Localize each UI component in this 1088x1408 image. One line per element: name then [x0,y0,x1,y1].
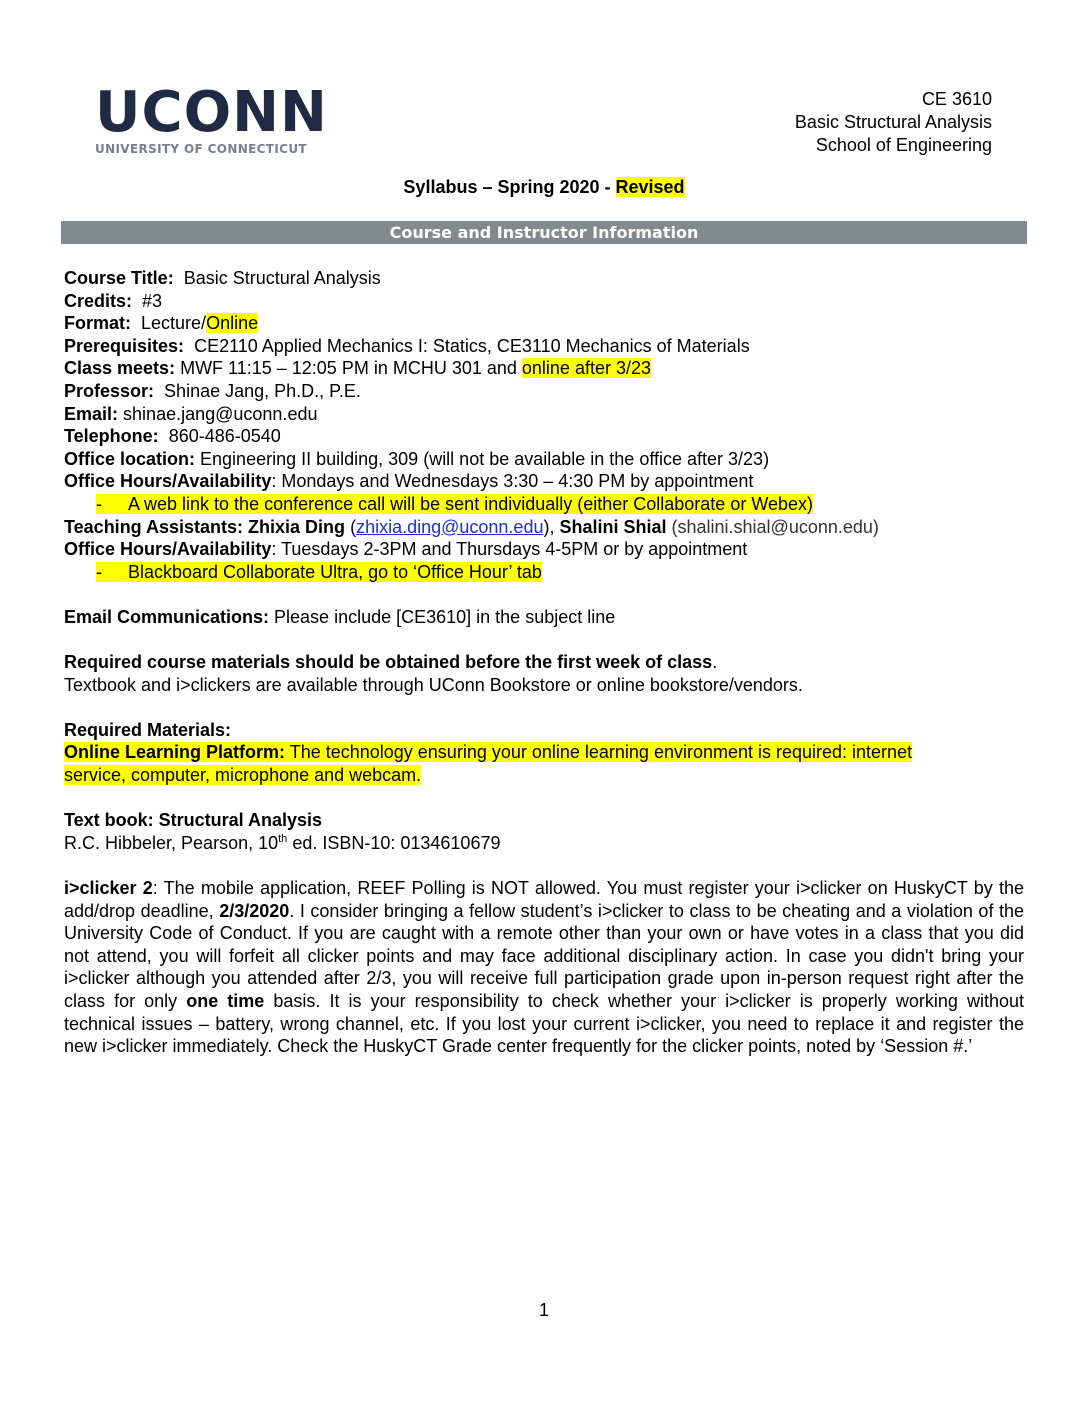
email-communications [64,606,1024,629]
ta2-email: (shalini.shial@uconn.edu) [666,516,879,537]
iclicker-paragraph [64,877,1024,1058]
value-highlight: online after 3/23 [521,358,651,379]
ta-office-hours-bullet [64,561,1024,584]
text-3: basis. It is your responsibility to check whether your i>clicker is properly working without technical issues – battery, wrong channel, etc. If you lost your current i>clicker, you need to replace it and register the new i>clicker immediately. Check the HuskyCT Grade center frequently for the clicker points, noted by ‘Session #.’ [64,991,1024,1057]
office-hours-bullet [64,493,1024,516]
bullet-text: Blackboard Collaborate Ultra, go to ‘Office Hour’ tab [128,561,542,582]
required-materials-heading [64,719,1024,742]
paren-open: ( [345,516,357,537]
label: Office Hours/Availability [64,539,272,560]
format-row [64,312,1024,335]
value: CE2110 Applied Mechanics I: Statics, CE3110 Mechanics of Materials [194,335,750,356]
label: Prerequisites: [64,335,185,356]
note-bold: Required course materials should be obtained before the first week of class [64,652,713,673]
uconn-logo [95,80,328,156]
materials-note-text: Textbook and i>clickers are available through UConn Bookstore or online bookstore/vendors. [64,674,803,695]
text-2: . I consider bringing a fellow student’s i>clicker to class to be cheating and a violation of the University Code of Conduct. If you are caught with a remote other than your own or have votes in a class that you did not attend, you will forfeit all clicker points and may face additional disciplinary action. In case you didn't bring your i>clicker although you attended after 2/3, you will receive full participation grade upon in-person request right after the class for only [64,900,1025,1011]
textbook-citation [64,832,1024,855]
label: Course Title: [64,268,174,288]
dash-bullet: - [96,493,102,514]
text: service, computer, microphone and webcam. [64,765,422,786]
value: : Mondays and Wednesdays 3:30 – 4:30 PM by appointment [271,471,754,492]
label: i>clicker 2 [64,878,153,899]
ta-office-hours-row [64,538,1024,561]
syllabus-body [64,267,1024,1058]
value: #3 [142,290,163,311]
telephone-row [64,425,1024,448]
school-name: School of Engineering [815,135,992,155]
value: MWF 11:15 – 12:05 PM in MCHU 301 and [180,358,522,379]
professor-row [64,380,1024,403]
page-number: 1 [538,1300,549,1320]
value: Engineering II building, 309 (will not be available in the office after 3/23) [200,448,770,469]
deadline: 2/3/2020 [219,900,290,921]
label: Credits: [64,290,133,311]
label: Email: [64,403,119,424]
class-meets-row [64,357,1024,380]
text: The technology ensuring your online learning environment is required: internet [285,742,913,763]
value: Please include [CE3610] in the subject line [269,606,616,627]
label: Format: [64,313,131,334]
value: : Tuesdays 2-3PM and Thursdays 4-5PM or by appointment [271,539,748,560]
office-hours-row [64,470,1024,493]
bullet-highlight [96,494,813,514]
label: Email Communications: [64,606,270,627]
online-platform-line-2 [64,764,1024,787]
separator: ), [543,516,560,537]
title-main: Syllabus – Spring 2020 - [403,177,616,197]
course-name: Basic Structural Analysis [794,112,992,132]
value: Lecture/ [141,313,207,334]
heading-text: Required Materials: [64,719,232,740]
citation-pre: R.C. Hibbeler, Pearson, 10 [64,832,279,853]
dash-bullet: - [96,561,102,582]
one-time: one time [186,991,265,1011]
logo-subtitle: UNIVERSITY OF CONNECTICUT [95,142,307,156]
bullet-highlight [96,562,542,582]
title-revised: Revised [615,177,685,197]
label: Telephone: [64,426,159,447]
value: shinae.jang@uconn.edu [123,403,318,424]
ta2-name: Shalini Shial [559,516,667,537]
highlight [64,742,912,762]
label: Office Hours/Availability [64,471,272,492]
materials-note-heading [64,651,1024,674]
section-header: Course and Instructor Information [61,221,1027,244]
edition-sup: th [278,832,288,845]
heading-text: Text book: Structural Analysis [64,810,323,831]
value: 860-486-0540 [168,426,281,447]
course-number: CE 3610 [921,89,992,109]
course-identifier [795,88,992,157]
logo-wordmark: UCONN [95,80,328,145]
bullet-text: A web link to the conference call will be sent individually (either Collaborate or Webex) [128,493,814,514]
credits-row [64,290,1024,313]
syllabus-title [0,176,1088,199]
value-highlight: Online [206,313,259,334]
text-1: : The mobile application, REEF Polling is NOT allowed. You must register your i>clicker on HuskyCT by the add/drop deadline, [64,878,1025,921]
course-title-row [64,267,1024,290]
value: Basic Structural Analysis [183,268,381,288]
label: Teaching Assistants: Zhixia Ding [64,516,346,537]
label: Class meets: [64,358,176,379]
online-platform-line-1 [64,741,1024,764]
office-location-row [64,448,1024,471]
label: Professor: [64,380,155,401]
ta1-email-link[interactable]: zhixia.ding@uconn.edu [356,516,544,537]
value: Shinae Jang, Ph.D., P.E. [164,380,361,401]
label: Office location: [64,448,196,469]
email-row [64,403,1024,426]
textbook-heading [64,809,1024,832]
prerequisites-row [64,335,1024,358]
label: Online Learning Platform: [64,742,286,763]
citation-post: ed. ISBN-10: 0134610679 [287,832,501,853]
period: . [712,652,718,673]
teaching-assistants-row [64,516,1024,539]
